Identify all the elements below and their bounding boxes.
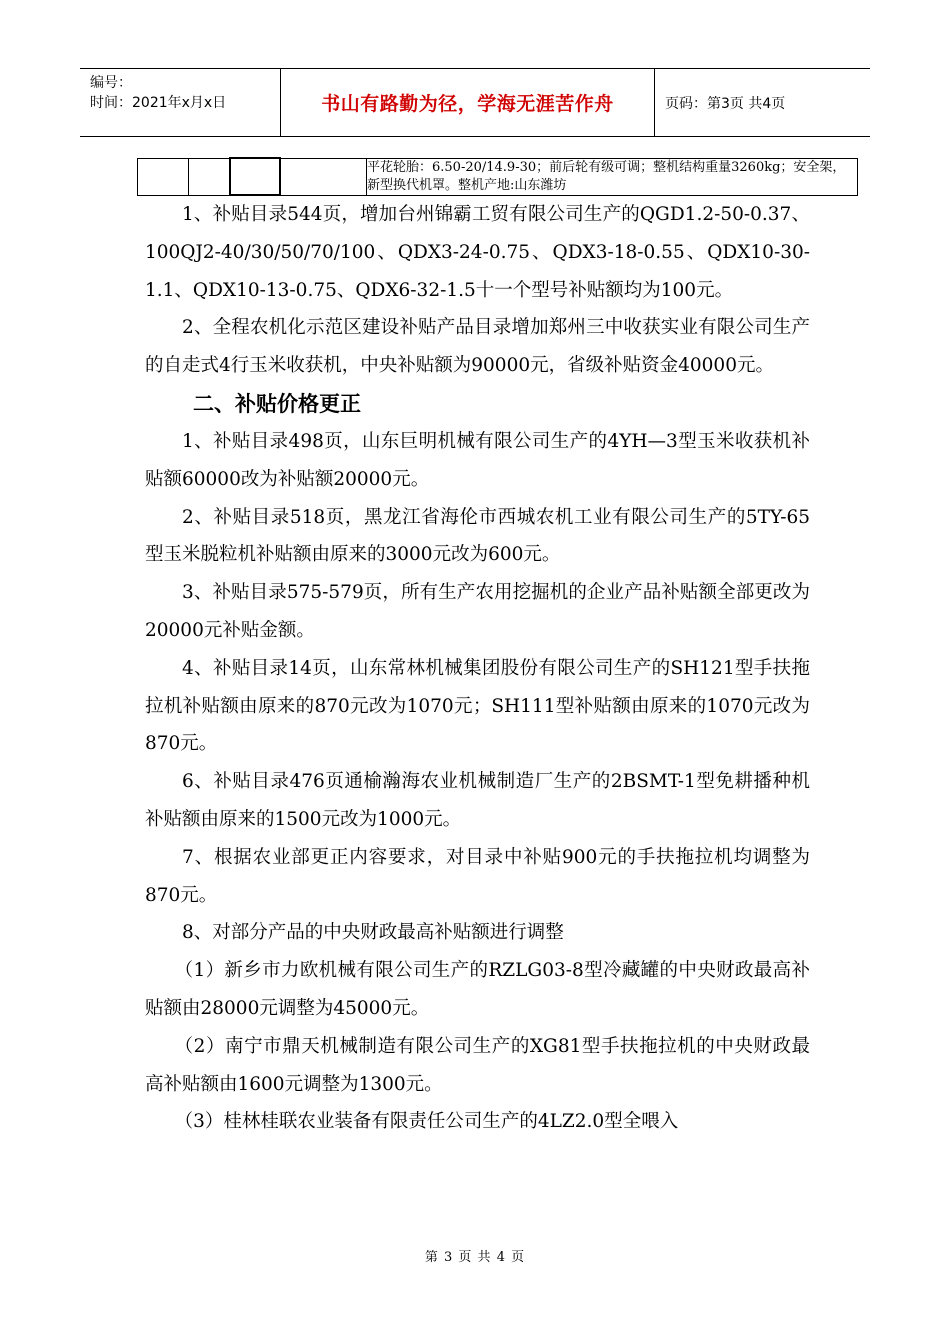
list-item: 8、对部分产品的中央财政最高补贴额进行调整: [182, 922, 564, 944]
header-motto-cell: [281, 69, 655, 136]
table-cell: [230, 158, 280, 195]
section-heading-price-correction: 二、补贴价格更正: [193, 391, 361, 416]
doc-number-label: 编号：: [90, 75, 132, 91]
paragraph-demo-zone-catalog: 2、全程农机化示范区建设补贴产品目录增加郑州三中收获实业有限公司生产的自走式4行玉米收获机，中央补贴额为90000元，省级补贴资金40000元。: [145, 317, 810, 377]
table-cell: [138, 158, 189, 195]
sub-list-item: （3）桂林桂联农业装备有限责任公司生产的4LZ2.0型全喂入: [174, 1111, 679, 1133]
header-motto: 书山有路勤为径，学海无涯苦作舟: [321, 93, 614, 115]
header-meta: [80, 69, 281, 136]
list-item: 2、补贴目录518页，黑龙江省海伦市西城农机工业有限公司生产的5TY-65型玉米脱粒机补贴额由原来的3000元改为600元。: [145, 506, 810, 566]
list-item: 7、根据农业部更正内容要求，对目录中补贴900元的手扶拖拉机均调整为870元。: [145, 846, 810, 906]
spec-text-cell: 平花轮胎：6.50-20/14.9-30；前后轮有级可调；整机结构重量3260kg；安全架，新型换代机罩。整机产地:山东潍坊: [367, 158, 858, 195]
page-header: [80, 68, 870, 137]
list-item: 3、补贴目录575-579页，所有生产农用挖掘机的企业产品补贴额全部更改为20000元补贴金额。: [145, 582, 810, 641]
list-item: 1、补贴目录498页，山东巨明机械有限公司生产的4YH—3型玉米收获机补贴额60000改为补贴额20000元。: [145, 430, 810, 490]
sub-list-item: （2）南宁市鼎天机械制造有限公司生产的XG81型手扶拖拉机的中央财政最高补贴额由1600元调整为1300元。: [145, 1035, 810, 1095]
time-label: 时间：2021年x月x日: [90, 95, 227, 111]
header-page-info: 页码：第3页 共4页: [665, 95, 786, 112]
list-item: 6、补贴目录476页通榆瀚海农业机械制造厂生产的2BSMT-1型免耕播种机补贴额由原来的1500元改为1000元。: [145, 771, 810, 830]
page-footer: 第 3 页 共 4 页: [424, 1250, 526, 1265]
list-item: 4、补贴目录14页，山东常林机械集团股份有限公司生产的SH121型手扶拖拉机补贴额由原来的870元改为1070元；SH111型补贴额由原来的1070元改为870元。: [145, 657, 810, 755]
document-body: [145, 196, 810, 1141]
table-row: [138, 158, 858, 195]
table-cell: [280, 158, 367, 195]
table-cell: [189, 158, 231, 195]
sub-list-item: （1）新乡市力欧机械有限公司生产的RZLG03-8型冷藏罐的中央财政最高补贴额由28000元调整为45000元。: [145, 960, 810, 1019]
paragraph-subsidy-catalog-544: 1、补贴目录544页，增加台州锦霸工贸有限公司生产的QGD1.2-50-0.37、100QJ2-40/30/50/70/100、QDX3-24-0.75、QDX3-18-0.55、QDX10-30-1.1、QDX10-13-0.75、QDX6-32-1.5十一个型号补贴额均为100元。: [145, 204, 810, 301]
spec-table: [137, 157, 858, 196]
